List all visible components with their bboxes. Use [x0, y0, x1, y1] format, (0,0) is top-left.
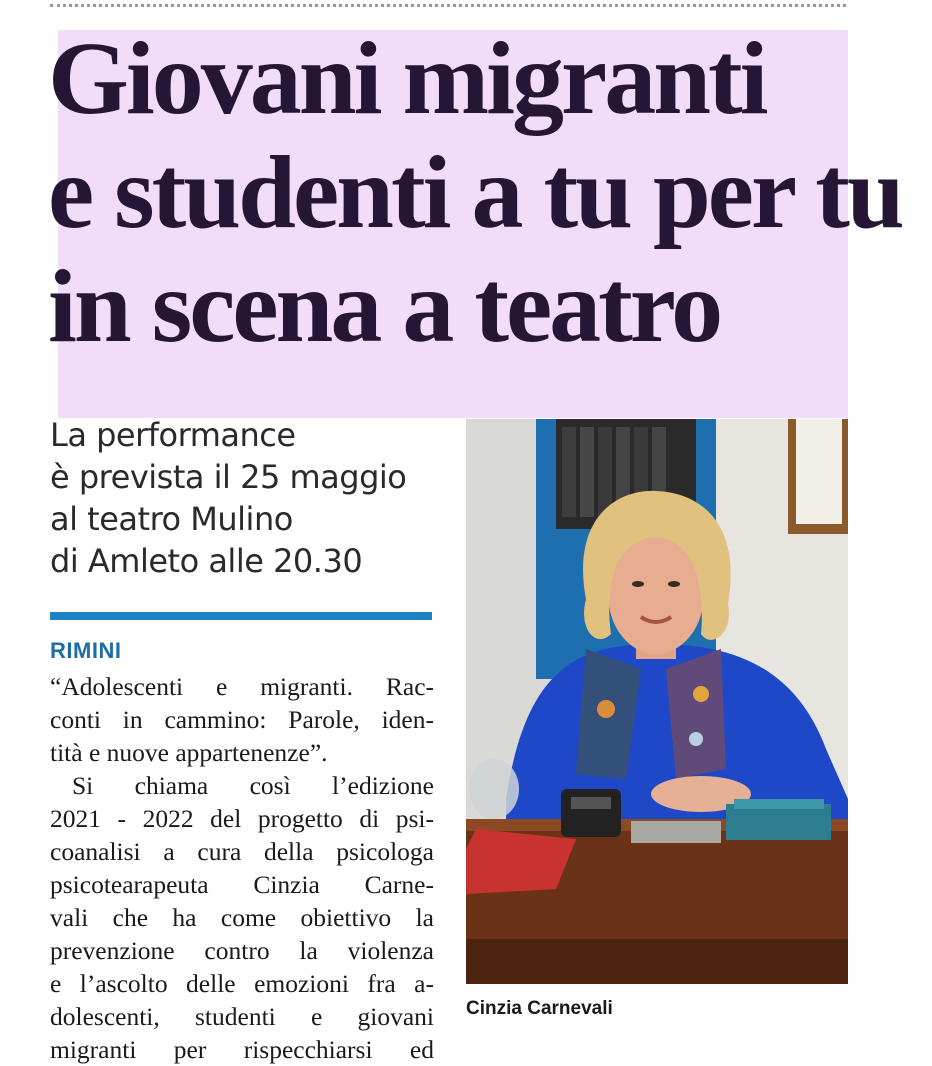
body-line: vali che ha come obiettivo la: [50, 903, 434, 932]
body-line: conti in cammino: Parole, iden-: [50, 705, 434, 734]
section-divider: [50, 612, 432, 620]
headline-line: in scena a teatro: [48, 249, 721, 364]
body-line: coanalisi a cura della psicologa: [50, 837, 434, 866]
subhead-line: La performance: [50, 416, 296, 454]
article-body: [50, 670, 434, 1066]
body-line: migranti per rispecchiarsi ed: [50, 1035, 434, 1064]
body-line: psicotearapeuta Cinzia Carne-: [50, 870, 434, 899]
article-photo: [466, 419, 848, 984]
body-line: Si chiama così l’edizione: [72, 771, 434, 800]
top-dotted-rule: [50, 4, 846, 7]
body-line: tità e nuove appartenenze”.: [50, 738, 328, 767]
headline-line: e studenti a tu per tu: [48, 135, 902, 250]
subhead-line: è prevista il 25 maggio: [50, 458, 407, 496]
body-line: dolescenti, studenti e giovani: [50, 1002, 434, 1031]
dateline: RIMINI: [50, 638, 122, 663]
body-line: 2021 - 2022 del progetto di psi-: [50, 804, 434, 833]
body-line: e l’ascolto delle emozioni fra a-: [50, 969, 434, 998]
subhead-line: al teatro Mulino: [50, 500, 293, 538]
portrait-illustration: [466, 419, 848, 984]
headline-line: Giovani migranti: [48, 21, 766, 136]
headline: [48, 21, 902, 364]
subhead-line: di Amleto alle 20.30: [50, 542, 363, 580]
subheadline: [50, 414, 450, 582]
photo-caption: Cinzia Carnevali: [466, 998, 613, 1019]
body-line: prevenzione contro la violenza: [50, 936, 434, 965]
body-line: “Adolescenti e migranti. Rac-: [50, 672, 434, 701]
